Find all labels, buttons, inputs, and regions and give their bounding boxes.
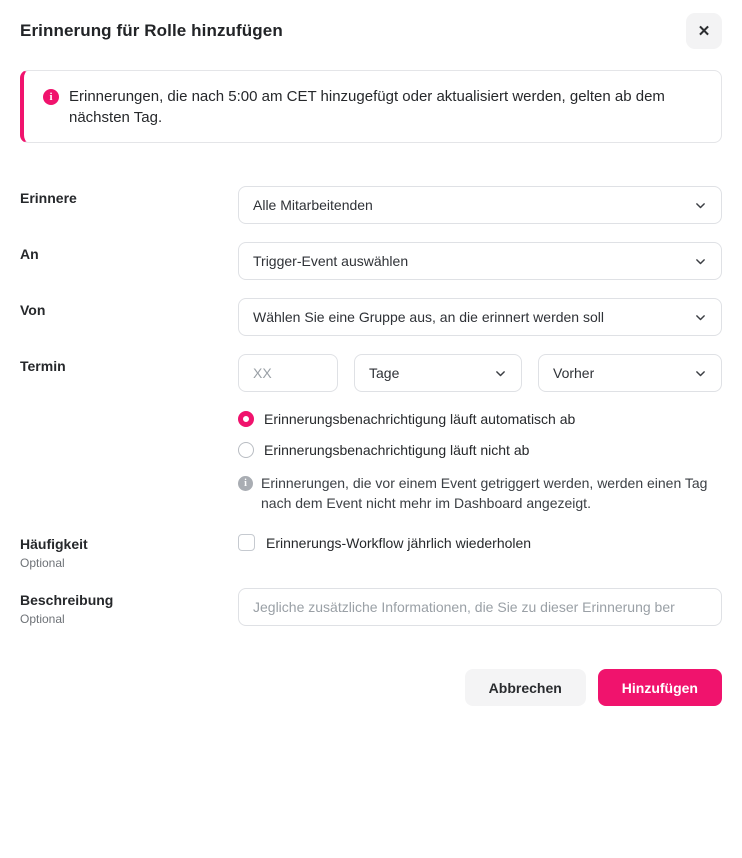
event-trigger-note [238,473,722,513]
beschreibung-optional-label: Optional [20,612,65,626]
cancel-button[interactable]: Abbrechen [465,669,586,706]
close-button[interactable] [686,13,722,49]
erinnere-select-value: Alle Mitarbeitenden [253,197,373,213]
von-label: Von [20,302,46,318]
row-erinnere [20,186,722,224]
expiry-auto-label: Erinnerungsbenachrichtigung läuft automatisch ab [264,411,576,427]
beschreibung-input[interactable] [238,588,722,626]
row-von [20,298,722,336]
expiry-never-label: Erinnerungsbenachrichtigung läuft nicht ab [264,442,530,458]
von-select[interactable] [238,298,722,336]
checkbox-unchecked-icon [238,534,255,551]
expiry-auto-option[interactable] [238,411,722,427]
reminder-form [0,186,742,626]
an-label: An [20,246,39,262]
row-termin [20,354,722,392]
row-an [20,242,722,280]
modal-footer [20,669,722,706]
termin-direction-select[interactable] [538,354,722,392]
info-banner [20,70,722,143]
von-select-value: Wählen Sie eine Gruppe aus, an die erinnert werden soll [253,309,604,325]
submit-button[interactable]: Hinzufügen [598,669,722,706]
haeufigkeit-label: Häufigkeit [20,536,88,552]
beschreibung-label: Beschreibung [20,592,114,608]
modal-header [0,0,742,49]
termin-label: Termin [20,358,66,374]
info-icon: i [238,476,253,491]
expiry-radio-group [238,411,722,458]
chevron-down-icon [694,367,707,380]
chevron-down-icon [694,199,707,212]
radio-selected-icon [238,411,254,427]
repeat-yearly-label: Erinnerungs-Workflow jährlich wiederholen [266,534,532,551]
chevron-down-icon [694,311,707,324]
expiry-never-option[interactable] [238,442,722,458]
haeufigkeit-optional-label: Optional [20,556,65,570]
an-select[interactable] [238,242,722,280]
radio-unselected-icon [238,442,254,458]
an-select-value: Trigger-Event auswählen [253,253,409,269]
close-icon: ✕ [697,22,711,40]
chevron-down-icon [694,255,707,268]
info-icon: i [43,89,59,105]
row-haeufigkeit [20,532,722,570]
note-text: Erinnerungen, die vor einem Event getriggert werden, werden einen Tag nach dem Event nicht mehr im Dashboard angezeigt. [261,475,708,511]
erinnere-select[interactable] [238,186,722,224]
banner-text: Erinnerungen, die nach 5:00 am CET hinzugefügt oder aktualisiert werden, gelten ab dem nächsten Tag. [69,88,665,126]
termin-unit-select[interactable] [354,354,522,392]
row-beschreibung [20,588,722,626]
termin-unit-value: Tage [369,365,400,381]
erinnere-label: Erinnere [20,190,77,206]
repeat-yearly-checkbox-row[interactable] [238,532,722,551]
termin-amount-input[interactable] [238,354,338,392]
termin-direction-value: Vorher [553,365,595,381]
chevron-down-icon [494,367,507,380]
modal-title: Erinnerung für Rolle hinzufügen [20,21,283,40]
